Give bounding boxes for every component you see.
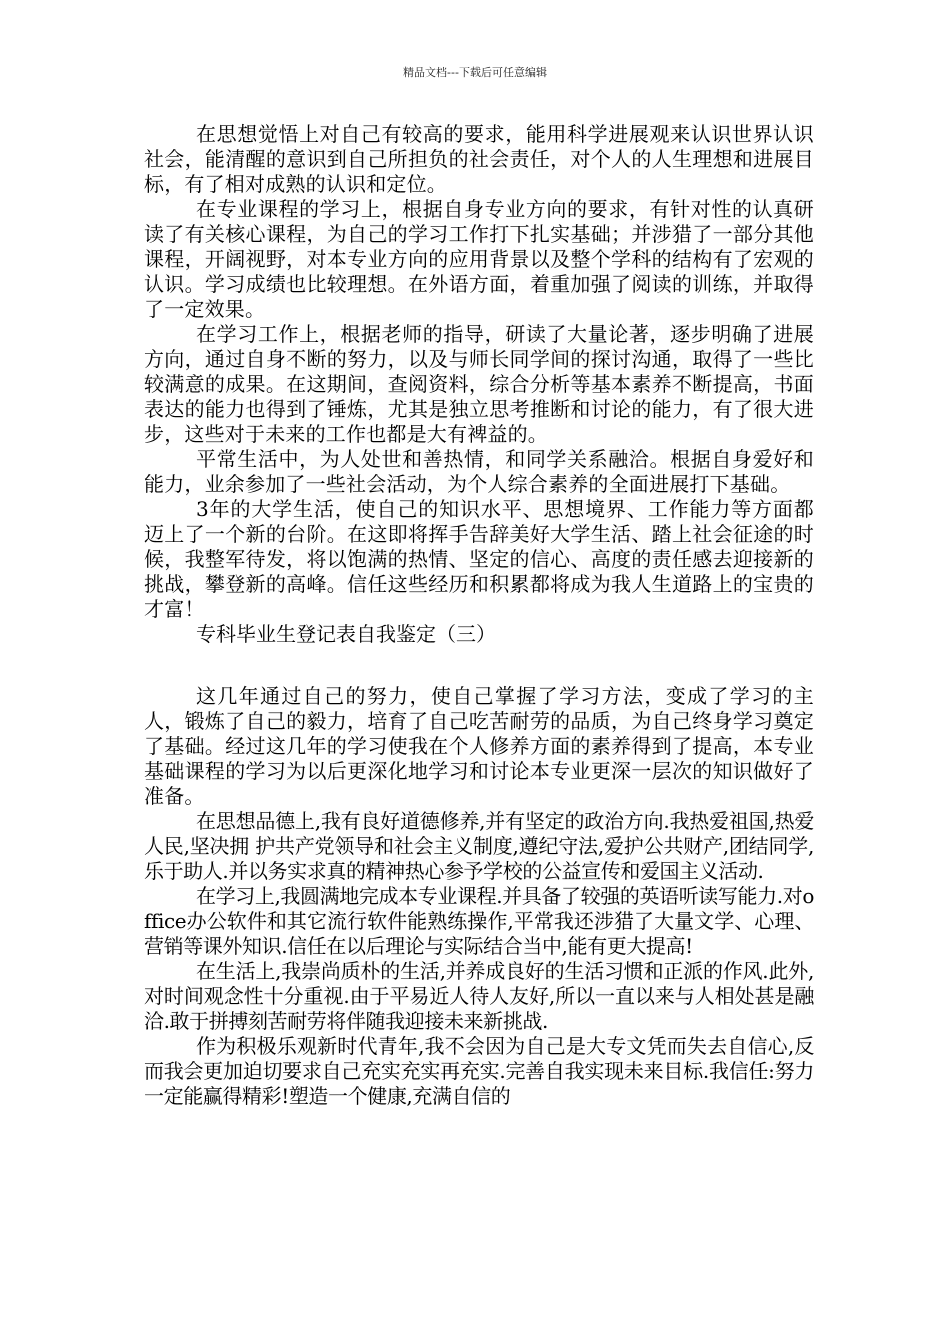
paragraph-lifestyle: 在生活上,我崇尚质朴的生活,并养成良好的生活习惯和正派的作风.此外,对时间观念性十分重视.由于平易近人待人友好,所以一直以来与人相处甚是融洽.敢于拼搏刻苦耐劳将伴随我迎接未来新挑战.: [144, 959, 814, 1033]
blank-line: [144, 647, 814, 684]
page-header: 精品文档---下载后可任意编辑: [403, 66, 547, 79]
paragraph-university-summary: 3年的大学生活，使自己的知识水平、思想境界、工作能力等方面都迈上了一个新的台阶。在这即将挥手告辞美好大学生活、踏上社会征途的时候，我整军待发，将以饱满的热情、坚定的信心、高度的责任感去迎接新的挑战，攀登新的高峰。信任这些经历和积累都将成为我人生道路上的宝贵的才富！: [144, 497, 814, 621]
section-heading: 专科毕业生登记表自我鉴定（三）: [196, 622, 496, 646]
paragraph-outlook: 作为积极乐观新时代青年,我不会因为自己是大专文凭而失去自信心,反而我会更加迫切要求自己充实充实再充实.完善自我实现未来目标.我信任:努力一定能赢得精彩!塑造一个健康,充满自信的: [144, 1034, 814, 1108]
paragraph-research: 在学习工作上，根据老师的指导，研读了大量论著，逐步明确了进展方向，通过自身不断的努力，以及与师长同学间的探讨沟通，取得了一些比较满意的成果。在这期间，查阅资料，综合分析等基本素养不断提高，书面表达的能力也得到了锤炼，尤其是独立思考推断和讨论的能力，有了很大进步，这些对于未来的工作也都是大有裨益的。: [144, 322, 814, 446]
paragraph-study-method: 这几年通过自己的努力，使自己掌握了学习方法，变成了学习的主人，锻炼了自己的毅力，培育了自己吃苦耐劳的品质，为自己终身学习奠定了基础。经过这几年的学习使我在个人修养方面的素养得到了提高，本专业基础课程的学习为以后更深化地学习和讨论本专业更深一层次的知识做好了准备。: [144, 684, 814, 808]
document-body: [144, 122, 814, 1109]
paragraph-daily-life: 平常生活中，为人处世和善热情，和同学关系融洽。根据自身爱好和能力，业余参加了一些社会活动，为个人综合素养的全面进展打下基础。: [144, 447, 814, 496]
paragraph-coursework: 在专业课程的学习上，根据自身专业方向的要求，有针对性的认真研读了有关核心课程，为自己的学习工作打下扎实基础；并涉猎了一部分其他课程，开阔视野，对本专业方向的应用背景以及整个学科的结构有了宏观的认识。学习成绩也比较理想。在外语方面，着重加强了阅读的训练，并取得了一定效果。: [144, 197, 814, 321]
paragraph-moral-character: 在思想品德上,我有良好道德修养,并有坚定的政治方向.我热爱祖国,热爱人民,坚决拥 护共产党领导和社会主义制度,遵纪守法,爱护公共财产,团结同学,乐于助人.并以务实求真的精神热心参予学校的公益宣传和爱国主义活动.: [144, 809, 814, 883]
paragraph-study-achievement: 在学习上,我圆满地完成本专业课程.并具备了较强的英语听读写能力.对office办公软件和其它流行软件能熟练操作,平常我还涉猎了大量文学、心理、营销等课外知识.信任在以后理论与实际结合当中,能有更大提高!: [144, 884, 814, 958]
paragraph-ideology: 在思想觉悟上对自己有较高的要求，能用科学进展观来认识世界认识社会，能清醒的意识到自己所担负的社会责任，对个人的人生理想和进展目标，有了相对成熟的认识和定位。: [144, 122, 814, 196]
